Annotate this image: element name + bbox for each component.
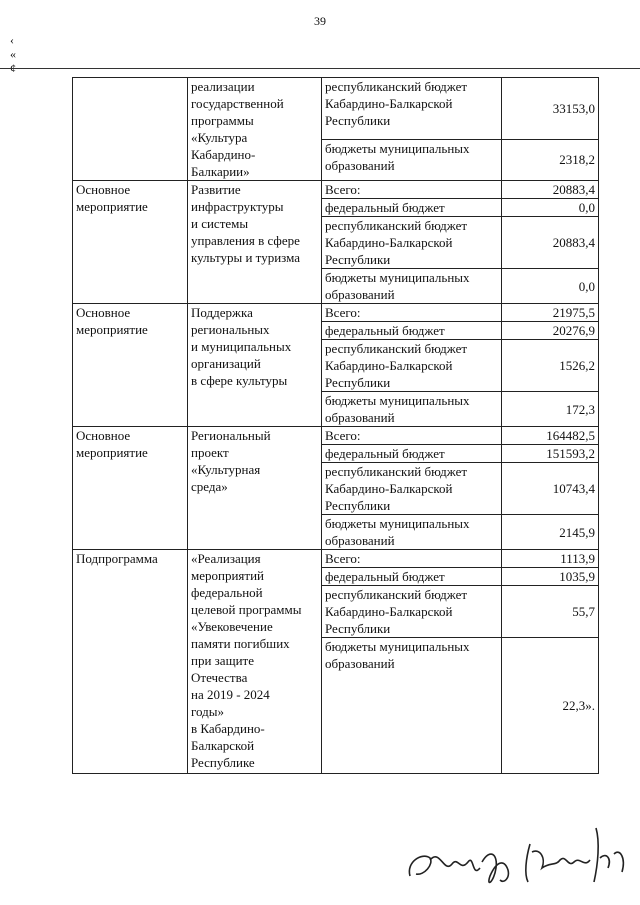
name-cell: реализации государственной программы «Культура Кабардино- Балкарии» [188, 78, 322, 181]
source-cell: федеральный бюджет [322, 322, 502, 340]
value-cell: 20883,4 [502, 181, 599, 199]
source-cell: бюджеты муниципальных образований [322, 638, 502, 774]
page-number: 39 [314, 14, 326, 28]
source-cell: бюджеты муниципальных образований [322, 392, 502, 427]
value-cell: 1526,2 [502, 340, 599, 392]
source-cell: бюджеты муниципальных образований [322, 139, 502, 180]
value-cell: 1113,9 [502, 550, 599, 568]
value-cell: 22,3». [502, 638, 599, 774]
signature-stroke [526, 844, 590, 882]
funding-table [72, 77, 599, 774]
value-cell: 0,0 [502, 199, 599, 217]
value-cell: 2145,9 [502, 515, 599, 550]
source-cell: республиканский бюджет Кабардино-Балкарской Республики [322, 463, 502, 515]
signature-stroke [594, 828, 623, 882]
source-cell: федеральный бюджет [322, 199, 502, 217]
signature-stroke [482, 854, 508, 882]
value-cell: 10743,4 [502, 463, 599, 515]
source-cell: бюджеты муниципальных образований [322, 269, 502, 304]
type-cell: Основное мероприятие [73, 427, 188, 550]
type-cell: Подпрограмма [73, 550, 188, 774]
source-cell: Всего: [322, 181, 502, 199]
source-cell: Всего: [322, 427, 502, 445]
table-row [73, 304, 599, 322]
name-cell: Региональный проект «Культурная среда» [188, 427, 322, 550]
source-cell: Всего: [322, 550, 502, 568]
edge-mark: ¢ [10, 61, 16, 75]
edge-mark: ‹ [10, 33, 14, 47]
type-cell: Основное мероприятие [73, 181, 188, 304]
source-cell: республиканский бюджет Кабардино-Балкарской Республики [322, 586, 502, 638]
source-cell: бюджеты муниципальных образований [322, 515, 502, 550]
value-cell: 164482,5 [502, 427, 599, 445]
value-cell: 55,7 [502, 586, 599, 638]
source-cell: федеральный бюджет [322, 445, 502, 463]
value-cell: 20276,9 [502, 322, 599, 340]
signature-stroke [409, 856, 480, 876]
name-cell: «Реализация мероприятий федеральной целевой программы «Увековечение памяти погибших при защите Отечества на 2019 - 2024 годы» в Кабардино- Балкарской Республике [188, 550, 322, 774]
name-cell: Поддержка региональных и муниципальных организаций в сфере культуры [188, 304, 322, 427]
type-cell: Основное мероприятие [73, 304, 188, 427]
value-cell: 2318,2 [502, 139, 599, 180]
value-cell: 20883,4 [502, 217, 599, 269]
value-cell: 172,3 [502, 392, 599, 427]
source-cell: федеральный бюджет [322, 568, 502, 586]
source-cell: республиканский бюджет Кабардино-Балкарской Республики [322, 78, 502, 140]
table-row [73, 550, 599, 568]
source-cell: Всего: [322, 304, 502, 322]
value-cell: 151593,2 [502, 445, 599, 463]
value-cell: 1035,9 [502, 568, 599, 586]
value-cell: 0,0 [502, 269, 599, 304]
signature [400, 818, 632, 898]
edge-mark: « [10, 47, 16, 61]
type-cell [73, 78, 188, 181]
table-row [73, 427, 599, 445]
source-cell: республиканский бюджет Кабардино-Балкарской Республики [322, 340, 502, 392]
top-rule [0, 68, 640, 69]
value-cell: 33153,0 [502, 78, 599, 140]
table-row [73, 181, 599, 199]
source-cell: республиканский бюджет Кабардино-Балкарской Республики [322, 217, 502, 269]
name-cell: Развитие инфраструктуры и системы управления в сфере культуры и туризма [188, 181, 322, 304]
table-row [73, 78, 599, 140]
value-cell: 21975,5 [502, 304, 599, 322]
